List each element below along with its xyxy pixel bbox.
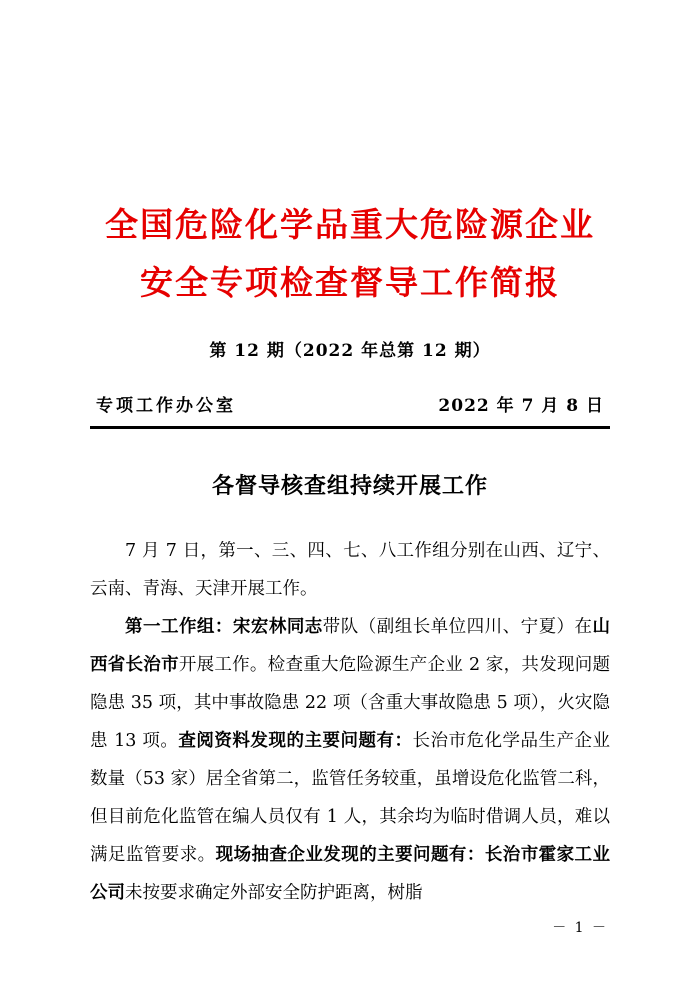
text-run: 开展工作。检查重大危险源生产企业 2 家，共发现问题隐患 35 项，其中事故隐患 22 项（含重大事故隐患 5 项），火灾隐患 13 项。	[90, 655, 611, 751]
section-title: 各督导核查组持续开展工作	[211, 473, 488, 499]
paragraph	[90, 532, 610, 608]
issue-line: 第 12 期（2022 年总第 12 期）	[209, 341, 491, 361]
text-run: 带队（副组长单位四川、宁夏）在	[322, 617, 593, 637]
body-paragraphs	[90, 532, 610, 912]
text-run: 未按要求确定外部安全防护距离，树脂	[125, 883, 423, 903]
text-run: 7 月 7 日，第一、三、四、七、八工作组分别在山西、辽宁、云南、青海、天津开展工作。	[90, 541, 610, 599]
issuing-office: 专项工作办公室	[96, 396, 236, 416]
text-run: 山西省长治市	[90, 617, 611, 675]
paragraph	[90, 608, 610, 912]
document-title-line-2: 安全专项检查督导工作简报	[140, 263, 560, 302]
page-number: － 1 －	[552, 920, 608, 936]
text-run: 查阅资料发现的主要问题有：	[178, 731, 413, 751]
issue-date: 2022 年 7 月 8 日	[438, 396, 604, 416]
text-run: 第一工作组：宋宏林同志	[125, 617, 323, 637]
document-title	[90, 0, 610, 312]
document-title-line-1: 全国危险化学品重大危险源企业	[105, 205, 595, 244]
masthead-row	[90, 391, 610, 429]
text-run: 长治市危化学品生产企业数量（53 家）居全省第二，监管任务较重，虽增设危化监管二科，但目前危化监管在编人员仅有 1 人，其余均为临时借调人员，难以满足监管要求。	[90, 731, 611, 865]
text-run: 现场抽查企业发现的主要问题有：长治市霍家工业公司	[90, 845, 610, 903]
